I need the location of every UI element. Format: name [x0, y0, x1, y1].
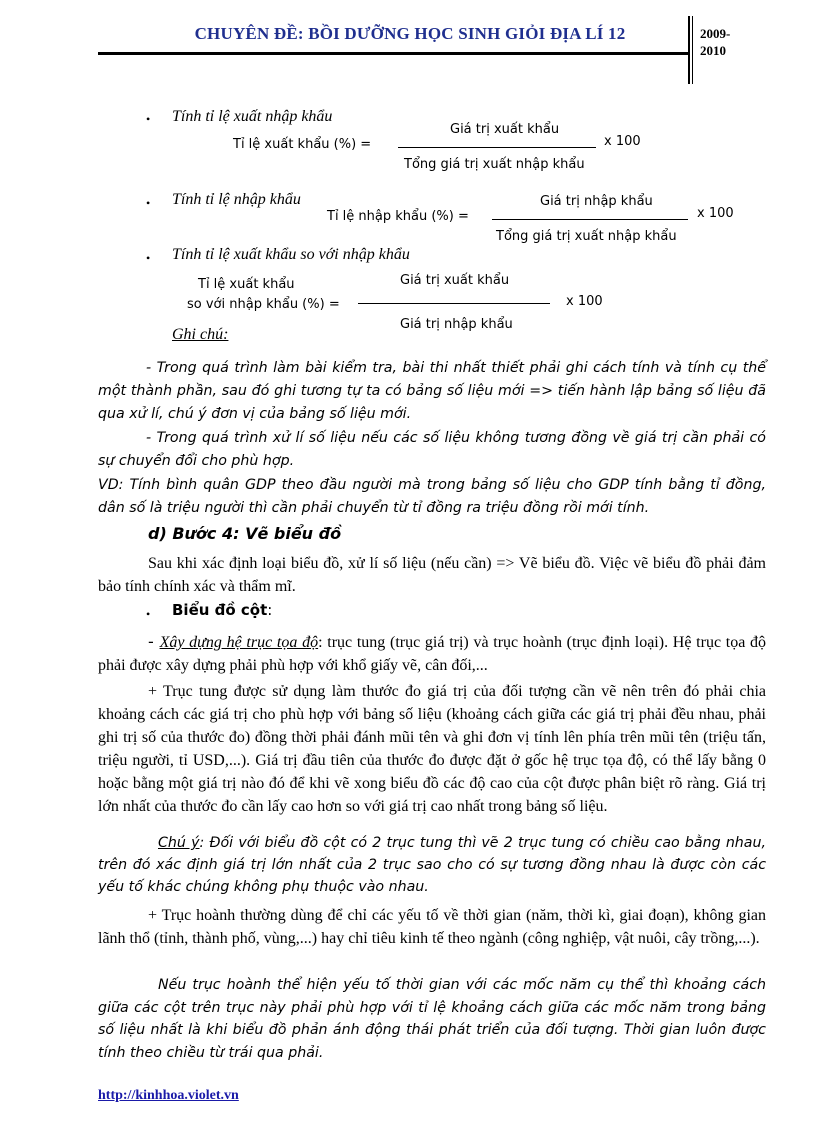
header-year: [700, 25, 730, 59]
formula-1-multiplier: x 100: [604, 134, 641, 149]
formula-2-multiplier: x 100: [697, 206, 734, 221]
formula-1-lhs: Tỉ lệ xuất khẩu (%) =: [233, 137, 372, 152]
horizontal-axis-paragraph: + Trục hoành thường dùng để chỉ các yếu tố về thời gian (năm, thời kì, giai đoạn), không gian lãnh thổ (tỉnh, thành phố, vùng,...) hay chỉ tiêu kinh tế theo ngành (công nghiệp, vật nuôi, cây trồng,...).: [98, 907, 766, 947]
axis-dash: -: [148, 632, 160, 651]
step-4-heading: d) Bước 4: Vẽ biểu đồ: [148, 524, 342, 543]
note-label: Ghi chú:: [172, 326, 229, 343]
formula-1-numerator: Giá trị xuất khẩu: [450, 122, 560, 137]
bar-chart-heading-colon: :: [267, 601, 273, 619]
header-divider: [688, 16, 690, 84]
note-example: VD: Tính bình quân GDP theo đầu người mà trong bảng số liệu cho GDP tính bằng tỉ đồng, dân số là triệu người thì cần phải chuyển từ tỉ đồng ra triệu đồng rồi mới tính.: [98, 477, 766, 516]
formula-1-fraction-bar: [398, 147, 596, 148]
header-rule: [98, 52, 690, 55]
axis-text: : trục tung (trục giá trị) và trục hoành (trục định loại). Hệ trục tọa độ phải được xây dựng phải phù hợp với khổ giấy vẽ, cân đối,...: [98, 634, 767, 674]
bullet-icon: •: [146, 251, 151, 265]
formula-3-fraction-bar: [358, 303, 550, 304]
header-divider-thin: [692, 16, 693, 84]
axis-paragraph: [98, 630, 766, 677]
document-header-title: CHUYÊN ĐỀ: BỒI DƯỠNG HỌC SINH GIỎI ĐỊA LÍ 12: [194, 24, 626, 43]
header-year-top: 2009-: [700, 26, 731, 41]
bullet-icon: •: [146, 607, 151, 621]
bar-chart-heading: [172, 601, 272, 619]
caution-text: : Đối với biểu đồ cột có 2 trục tung thì vẽ 2 trục tung có chiều cao bằng nhau, trên đó xác định giá trị lớn nhất của 2 trục sao cho có sự tương đồng nhau là được còn các yếu tố khác chúng không phụ thuộc vào nhau.: [98, 835, 766, 895]
formula-2-fraction-bar: [492, 219, 688, 220]
time-paragraph: Nếu trục hoành thể hiện yếu tố thời gian với các mốc năm cụ thể thì khoảng cách giữa các cột trên trục này phải phù hợp với tỉ lệ khoảng cách giữa các mốc năm trong bảng số liệu nhất là khi biểu đồ phản ánh động thái phát triển của đối tượng. Thời gian luôn được tính theo chiều từ trái qua phải.: [98, 977, 766, 1061]
formula-1-label: Tính tỉ lệ xuất nhập khẩu: [172, 108, 333, 125]
formula-3-numerator: Giá trị xuất khẩu: [400, 273, 510, 288]
note-paragraph-2: - Trong quá trình xử lí số liệu nếu các số liệu không tương đồng về giá trị cần phải có sự chuyển đổi cho phù hợp.: [98, 430, 766, 469]
bullet-icon: •: [146, 112, 151, 126]
note-paragraph-1: - Trong quá trình làm bài kiểm tra, bài thi nhất thiết phải ghi cách tính và tính cụ thể một thành phần, sau đó ghi tương tự ta có bảng số liệu mới => tiến hành lập bảng số liệu đã qua xử lí, chú ý đơn vị của bảng số liệu mới.: [98, 360, 766, 422]
formula-3-lhs-line1: Tỉ lệ xuất khẩu: [198, 277, 295, 292]
formula-2-lhs: Tỉ lệ nhập khẩu (%) =: [327, 209, 469, 224]
formula-2-denominator: Tổng giá trị xuất nhập khẩu: [496, 229, 677, 244]
header-year-bottom: 2010: [700, 43, 726, 58]
formula-1-denominator: Tổng giá trị xuất nhập khẩu: [404, 157, 585, 172]
formula-3-multiplier: x 100: [566, 294, 603, 309]
bar-chart-heading-text: Biểu đồ cột: [172, 601, 268, 619]
step-4-intro: Sau khi xác định loại biểu đồ, xử lí số liệu (nếu cần) => Vẽ biểu đồ. Việc vẽ biểu đồ phải đảm bảo tính chính xác và thẩm mĩ.: [98, 555, 766, 595]
caution-paragraph: [98, 832, 766, 898]
footer-link[interactable]: http://kinhhoa.violet.vn: [98, 1088, 239, 1103]
vertical-axis-paragraph: + Trục tung được sử dụng làm thước đo giá trị của đối tượng cần vẽ nên trên đó phải chia khoảng cách các giá trị cho phù hợp với bảng số liệu (khoảng cách giữa các giá trị phải đều nhau, phải ghi trị số của thước đo) đồng thời phải đánh mũi tên và ghi đơn vị tính lên phía trên mũi tên (triệu tấn, triệu người, tỉ USD,...). Giá trị đầu tiên của thước đo được đặt ở gốc hệ trục tọa độ, có thể lấy bằng 0 hoặc bằng một giá trị nào đó để khi vẽ xong biểu đồ các độ cao của cột được phân biệt rõ ràng. Giá trị lớn nhất của thước đo cần lấy cao hơn so với giá trị cao nhất trong bảng số liệu.: [98, 683, 766, 815]
formula-3-label: Tính tỉ lệ xuất khẩu so với nhập khẩu: [172, 246, 410, 263]
caution-label: Chú ý: [158, 835, 200, 851]
formula-3-denominator: Giá trị nhập khẩu: [400, 317, 513, 332]
formula-3-lhs-line2: so với nhập khẩu (%) =: [187, 297, 340, 312]
bullet-icon: •: [146, 196, 151, 210]
formula-2-label: Tính tỉ lệ nhập khẩu: [172, 191, 301, 208]
formula-2-numerator: Giá trị nhập khẩu: [540, 194, 653, 209]
axis-label: Xây dựng hệ trục tọa độ: [159, 634, 319, 651]
